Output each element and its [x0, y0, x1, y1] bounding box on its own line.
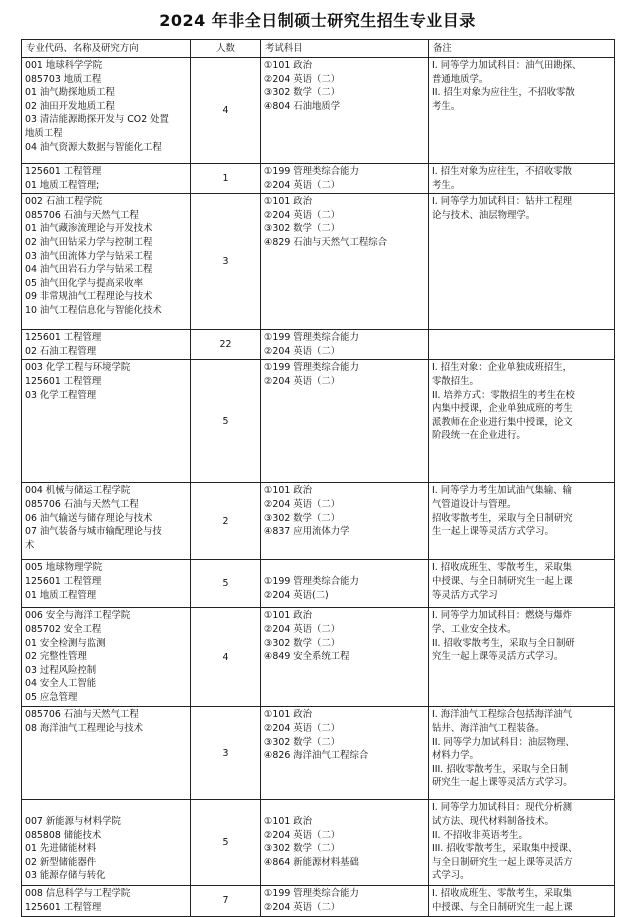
note-line: I. 招生对象：企业单独成班招生，	[432, 362, 572, 374]
program-line: 085706 石油与天然气工程	[25, 498, 139, 510]
exam-line: ②204 英语（二）	[264, 901, 341, 913]
cell-program	[22, 360, 191, 483]
note-line: 研究生一起上课等灵活方式学习。	[432, 777, 573, 789]
cell-exam	[261, 560, 429, 608]
program-line: 01 地质工程管理;	[25, 179, 100, 191]
program-line: 05 油气田化学与提高采收率	[25, 277, 144, 289]
program-line: 04 油气资源大数据与智能化工程	[25, 141, 162, 153]
cell-note	[429, 58, 615, 164]
header-count: 人数	[191, 40, 261, 58]
cell-note	[429, 608, 615, 707]
program-line: 08 海洋油气工程理论与技术	[25, 722, 144, 734]
note-line: 试方法、现代材料制备技术。	[432, 815, 554, 827]
cell-exam	[261, 608, 429, 707]
exam-line	[264, 801, 425, 815]
note-line: I. 海洋油气工程综合包括海洋油气	[432, 709, 572, 721]
program-line: 02 油田开发地质工程	[25, 100, 115, 112]
note-line: II. 不招收非英语考生。	[432, 829, 528, 841]
program-line: 03 化学工程管理	[25, 389, 97, 401]
cell-note	[429, 194, 615, 330]
note-line: 阶段统一在企业进行。	[432, 430, 526, 442]
header-row	[22, 40, 615, 58]
exam-line: ①101 政治	[264, 815, 313, 827]
cell-note	[429, 360, 615, 483]
exam-line: ②204 英语（二）	[264, 722, 341, 734]
program-line: 02 油气田钻采力学与控制工程	[25, 236, 153, 248]
exam-line: ①101 政治	[264, 485, 313, 497]
program-line: 085706 石油与天然气工程	[25, 209, 139, 221]
header-note: 备注	[429, 40, 615, 58]
cell-exam	[261, 164, 429, 194]
program-line: 术	[25, 539, 35, 551]
cell-exam	[261, 707, 429, 800]
program-line: 03 能源存储与转化	[25, 870, 106, 882]
exam-line: ④829 石油与天然气工程综合	[264, 236, 388, 248]
table-row	[22, 800, 615, 886]
cell-count: 4	[191, 58, 261, 164]
exam-line: ①199 管理类综合能力	[264, 575, 359, 587]
cell-exam	[261, 483, 429, 560]
program-line: 07 油气装备与城市输配理论与技	[25, 526, 162, 538]
exam-line: ④864 新能源材料基础	[264, 856, 359, 868]
exam-line: ②204 英语（二）	[264, 829, 341, 841]
cell-count: 3	[191, 194, 261, 330]
exam-line: ②204 英语（二）	[264, 179, 341, 191]
note-line: II. 同等学力加试科目：油层物理、	[432, 736, 575, 748]
program-line: 002 石油工程学院	[25, 196, 103, 208]
cell-note	[429, 330, 615, 360]
program-line: 01 油气藏渗流理论与开发技术	[25, 223, 153, 235]
cell-exam	[261, 886, 429, 916]
exam-line: ③302 数学（二）	[264, 512, 341, 524]
exam-line: ①199 管理类综合能力	[264, 332, 359, 344]
program-line: 06 油气输送与储存理论与技术	[25, 512, 153, 524]
exam-line: ③302 数学（二）	[264, 843, 341, 855]
cell-count: 5	[191, 560, 261, 608]
exam-line: ①101 政治	[264, 196, 313, 208]
exam-line: ③302 数学（二）	[264, 223, 341, 235]
table-row	[22, 58, 615, 164]
cell-note	[429, 886, 615, 916]
cell-exam	[261, 360, 429, 483]
cell-count: 22	[191, 330, 261, 360]
exam-line: ①101 政治	[264, 709, 313, 721]
cell-program	[22, 707, 191, 800]
exam-line	[264, 561, 425, 575]
exam-line: ②204 英语(二)	[264, 589, 329, 601]
exam-line: ②204 英语（二）	[264, 73, 341, 85]
table-row	[22, 164, 615, 194]
note-line: 与全日制研究生一起上课等灵活方	[432, 856, 573, 868]
note-line: 材料力学。	[432, 750, 479, 762]
program-line: 01 地质工程管理	[25, 589, 97, 601]
cell-count: 1	[191, 164, 261, 194]
note-line: 学、工业安全技术。	[432, 623, 517, 635]
note-line: 等灵活方式学习	[432, 589, 498, 601]
cell-exam	[261, 58, 429, 164]
program-line: 085703 地质工程	[25, 73, 102, 85]
cell-note	[429, 800, 615, 886]
cell-note	[429, 707, 615, 800]
program-line: 004 机械与储运工程学院	[25, 485, 131, 497]
cell-note	[429, 560, 615, 608]
table-row	[22, 560, 615, 608]
note-line: II. 招收零散考生，采取与全日制研	[432, 637, 575, 649]
exam-line: ①199 管理类综合能力	[264, 888, 359, 900]
note-line: 中授课、与全日制研究生一起上课	[432, 575, 573, 587]
note-line: 派教师在企业进行集中授课，论文	[432, 416, 573, 428]
cell-count: 5	[191, 800, 261, 886]
cell-program	[22, 483, 191, 560]
note-line: III. 招收零散考生，采取集中授课、	[432, 843, 578, 855]
note-line: 论与技术、油层物理学。	[432, 209, 536, 221]
table-row	[22, 360, 615, 483]
cell-count: 3	[191, 707, 261, 800]
exam-line: ①101 政治	[264, 610, 313, 622]
program-line: 003 化学工程与环境学院	[25, 362, 131, 374]
program-line: 125601 工程管理	[25, 901, 102, 913]
program-line: 05 应急管理	[25, 691, 78, 703]
program-line: 04 安全人工智能	[25, 678, 97, 690]
note-line: 式学习。	[432, 870, 470, 882]
exam-line: ③302 数学（二）	[264, 87, 341, 99]
note-line: III. 招收零散考生，采取与全日制	[432, 763, 569, 775]
note-line: 招收零散考生，采取与全日制研究	[432, 512, 573, 524]
note-line: 钻井、海洋油气工程装备。	[432, 722, 545, 734]
cell-note	[429, 483, 615, 560]
table-row	[22, 608, 615, 707]
page-title: 2024 年非全日制硕士研究生招生专业目录	[159, 11, 476, 30]
program-line: 01 安全检测与监测	[25, 637, 106, 649]
program-line: 125601 工程管理	[25, 575, 102, 587]
note-line: 内集中授课，企业单独成班的考生	[432, 403, 573, 415]
exam-line: ②204 英语（二）	[264, 623, 341, 635]
program-line: 085702 安全工程	[25, 623, 102, 635]
program-line: 02 完整性管理	[25, 651, 87, 663]
cell-program	[22, 560, 191, 608]
exam-line: ①101 政治	[264, 60, 313, 71]
program-line: 125601 工程管理	[25, 375, 102, 387]
exam-line: ③302 数学（二）	[264, 736, 341, 748]
program-line: 125601 工程管理	[25, 166, 102, 177]
program-line: 005 地球物理学院	[25, 562, 103, 574]
program-line: 001 地球科学学院	[25, 60, 103, 71]
cell-count: 4	[191, 608, 261, 707]
program-line: 地质工程	[25, 127, 63, 139]
cell-program	[22, 886, 191, 916]
note-line: II. 培养方式：零散招生的考生在校	[432, 389, 575, 401]
cell-program	[22, 608, 191, 707]
note-line: 考生。	[432, 100, 461, 112]
cell-program	[22, 194, 191, 330]
program-line: 01 先进储能材料	[25, 843, 97, 855]
exam-line: ②204 英语（二）	[264, 209, 341, 221]
program-line: 03 过程风险控制	[25, 664, 97, 676]
exam-line: ④849 安全系统工程	[264, 651, 350, 663]
exam-line: ②204 英语（二）	[264, 345, 341, 357]
note-line: 气管道设计与管理。	[432, 498, 517, 510]
program-line: 01 油气勘探地质工程	[25, 87, 115, 99]
cell-program	[22, 800, 191, 886]
exam-line: ①199 管理类综合能力	[264, 362, 359, 374]
note-line: 中授课、与全日制研究生一起上课	[432, 901, 573, 913]
table-row	[22, 886, 615, 916]
cell-count: 5	[191, 360, 261, 483]
note-line: 普通地质学。	[432, 73, 489, 85]
program-line: 09 非常规油气工程理论与技术	[25, 291, 153, 303]
note-line: I. 招收成班生、零散考生，采取集	[432, 888, 572, 900]
exam-line: ②204 英语（二）	[264, 375, 341, 387]
exam-line: ④826 海洋油气工程综合	[264, 750, 369, 762]
table-row	[22, 330, 615, 360]
program-line: 008 信息科学与工程学院	[25, 888, 131, 900]
program-line: 006 安全与海洋工程学院	[25, 610, 131, 622]
exam-line: ①199 管理类综合能力	[264, 166, 359, 177]
note-line: 生一起上课等灵活方式学习。	[432, 526, 554, 538]
note-line: 零散招生。	[432, 375, 479, 387]
note-line: I. 招收成班生、零散考生，采取集	[432, 562, 572, 574]
cell-count: 2	[191, 483, 261, 560]
cell-note	[429, 164, 615, 194]
program-line	[25, 801, 187, 815]
program-line: 04 油气田岩石力学与钻采工程	[25, 264, 153, 276]
note-line: I. 同等学力加试科目：燃烧与爆炸	[432, 610, 572, 622]
note-line: I. 同等学力加试科目：钻井工程理	[432, 196, 572, 208]
program-line: 03 油气田流体力学与钻采工程	[25, 250, 153, 262]
note-line: I. 同等学力考生加试油气集输、输	[432, 485, 572, 497]
cell-count: 7	[191, 886, 261, 916]
exam-line: ③302 数学（二）	[264, 637, 341, 649]
header-exam: 考试科目	[261, 40, 429, 58]
program-line: 085808 储能技术	[25, 829, 102, 841]
table-row	[22, 707, 615, 800]
program-line: 02 石油工程管理	[25, 345, 97, 357]
header-program: 专业代码、名称及研究方向	[22, 40, 191, 58]
note-line: I. 同等学力加试科目：现代分析测	[432, 802, 572, 814]
cell-program	[22, 330, 191, 360]
note-line: II. 招生对象为应往生，不招收零散	[432, 87, 575, 99]
exam-line: ④837 应用流体力学	[264, 526, 350, 538]
program-line: 02 新型储能器件	[25, 856, 97, 868]
cell-exam	[261, 330, 429, 360]
cell-exam	[261, 800, 429, 886]
note-line: 究生一起上课等灵活方式学习。	[432, 651, 564, 663]
table-row	[22, 483, 615, 560]
exam-line: ④804 石油地质学	[264, 100, 341, 112]
program-line: 125601 工程管理	[25, 332, 102, 344]
cell-program	[22, 58, 191, 164]
program-line: 03 清洁能源勘探开发与 CO2 处置	[25, 114, 169, 126]
exam-line: ②204 英语（二）	[264, 498, 341, 510]
program-catalog-table	[21, 39, 615, 917]
note-line: 考生。	[432, 179, 461, 191]
cell-exam	[261, 194, 429, 330]
program-line: 085706 石油与天然气工程	[25, 709, 139, 721]
note-line: I. 招生对象为应往生，不招收零散	[432, 166, 572, 177]
program-line: 10 油气工程信息化与智能化技术	[25, 304, 162, 316]
program-line: 007 新能源与材料学院	[25, 815, 121, 827]
note-line: I. 同等学力加试科目：油气田勘探、	[432, 60, 582, 71]
cell-program	[22, 164, 191, 194]
table-row	[22, 194, 615, 330]
